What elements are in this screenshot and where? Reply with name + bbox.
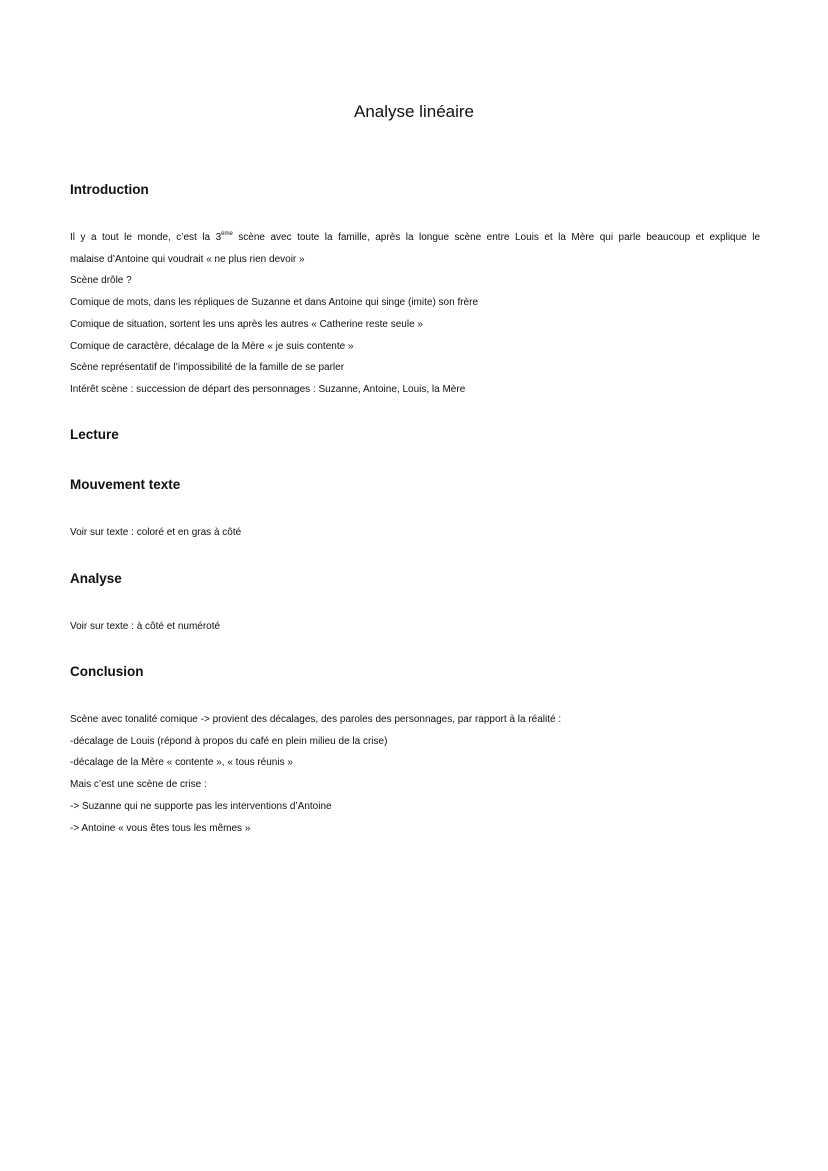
conclusion-line-3: -décalage de la Mère « contente », « tous réunis » (70, 757, 293, 769)
conclusion-text (70, 709, 760, 839)
introduction-line-3: Scène drôle ? (70, 275, 132, 287)
conclusion-line-5: -> Suzanne qui ne supporte pas les interventions d’Antoine (70, 800, 332, 812)
analyse-heading: Analyse (70, 571, 122, 586)
introduction-line-5: Comique de situation, sortent les uns après les autres « Catherine reste seule » (70, 318, 423, 330)
conclusion-line-4: Mais c’est une scène de crise : (70, 779, 207, 791)
conclusion-line-6: -> Antoine « vous êtes tous les mêmes » (70, 822, 251, 834)
introduction-line-4: Comique de mots, dans les répliques de Suzanne et dans Antoine qui singe (imite) son frère (70, 297, 479, 309)
introduction-text (70, 227, 760, 401)
conclusion-line-2: -décalage de Louis (répond à propos du café en plein milieu de la crise) (70, 735, 388, 747)
introduction-heading: Introduction (70, 182, 149, 197)
introduction-line-2: malaise d’Antoine qui voudrait « ne plus rien devoir » (70, 253, 305, 265)
conclusion-line-1: Scène avec tonalité comique -> provient des décalages, des paroles des personnages, par rapport à la réalité : (70, 714, 562, 725)
lecture-heading: Lecture (70, 427, 119, 442)
page-title: Analyse linéaire (353, 102, 474, 121)
introduction-line-6: Comique de caractère, décalage de la Mère « je suis contente » (70, 340, 354, 352)
introduction-line-7: Scène représentatif de l’impossibilité de la famille de se parler (70, 362, 345, 374)
analyse-text: Voir sur texte : à côté et numéroté (70, 621, 221, 632)
conclusion-heading: Conclusion (70, 664, 144, 679)
mouvement-text: Voir sur texte : coloré et en gras à côté (70, 527, 242, 538)
introduction-line-8: Intérêt scène : succession de départ des personnages : Suzanne, Antoine, Louis, la Mère (70, 383, 466, 395)
mouvement-heading: Mouvement texte (70, 477, 181, 492)
introduction-line-1: Il y a tout le monde, c’est la 3ème scène avec toute la famille, après la longue scène entre Louis et la Mère qui parle beaucoup et explique le (70, 231, 761, 243)
